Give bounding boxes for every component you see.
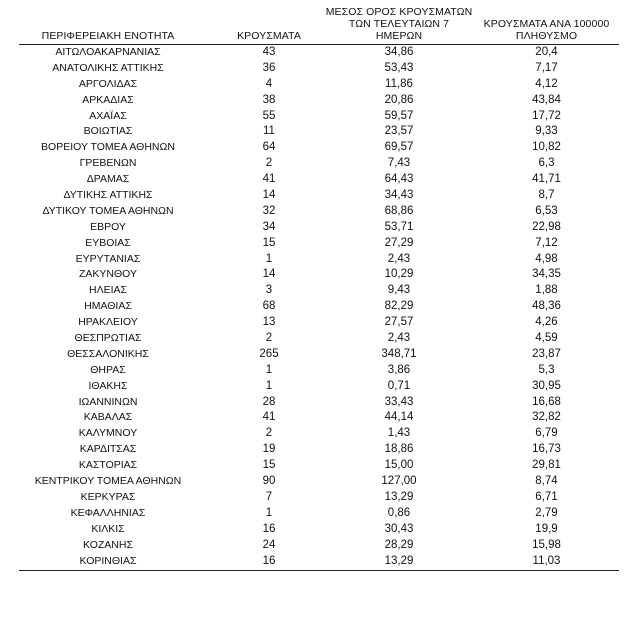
region-cell: ΑΡΓΟΛΙΔΑΣ [78, 77, 138, 90]
per-100000-cell: 20,4 [535, 46, 558, 58]
cases-cell: 1 [265, 506, 273, 519]
table-row [19, 220, 619, 236]
seven-day-average-cell: 9,43 [387, 284, 411, 297]
cases-cell: 41 [262, 411, 276, 424]
cases-cell: 15 [262, 236, 276, 249]
cases-cell: 90 [262, 475, 276, 488]
per-100000-cell: 6,71 [535, 490, 558, 503]
table-row [19, 188, 619, 204]
seven-day-average-cell: 34,43 [384, 189, 414, 202]
cases-cell: 2 [265, 427, 273, 440]
region-cell: ΘΕΣΠΡΩΤΙΑΣ [74, 332, 142, 345]
per-100000-cell: 11,03 [532, 554, 561, 567]
per-100000-cell: 34,35 [532, 268, 561, 281]
table-row [19, 474, 619, 490]
per-100000-cell: 19,9 [535, 522, 558, 535]
cases-cell: 15 [262, 459, 276, 472]
table-row [19, 490, 619, 506]
header-cases [229, 30, 309, 42]
per-100000-cell: 10,82 [532, 141, 561, 154]
per-100000-cell: 43,84 [532, 93, 561, 106]
seven-day-average-cell: 27,57 [384, 316, 414, 329]
seven-day-average-cell: 348,71 [381, 347, 417, 360]
seven-day-average-cell: 30,43 [384, 522, 414, 535]
cases-cell: 1 [265, 363, 273, 376]
table-row [19, 347, 619, 363]
seven-day-average-cell: 28,29 [384, 538, 414, 551]
table-row [19, 61, 619, 77]
per-100000-cell: 15,98 [532, 538, 561, 551]
region-cell: ΚΑΛΥΜΝΟΥ [78, 427, 138, 440]
region-cell: ΗΡΑΚΛΕΙΟΥ [78, 316, 138, 329]
region-cell: ΚΕΝΤΡΙΚΟΥ ΤΟΜΕΑ ΑΘΗΝΩΝ [34, 475, 182, 488]
table-row [19, 267, 619, 283]
cases-cell: 41 [262, 173, 276, 186]
table-header [19, 0, 619, 45]
cases-cell: 43 [262, 46, 276, 58]
per-100000-cell: 9,33 [535, 125, 558, 138]
table-row [19, 124, 619, 140]
region-cell: ΑΝΑΤΟΛΙΚΗΣ ΑΤΤΙΚΗΣ [52, 61, 164, 74]
per-100000-cell: 23,87 [532, 347, 561, 360]
cases-cell: 34 [262, 220, 276, 233]
table-row [19, 395, 619, 411]
region-cell: ΗΜΑΘΙΑΣ [84, 300, 132, 313]
per-100000-cell: 4,98 [535, 252, 558, 265]
region-cell: ΚΟΡΙΝΘΙΑΣ [79, 554, 137, 567]
seven-day-average-cell: 11,86 [385, 77, 413, 90]
per-100000-cell: 4,12 [535, 77, 558, 90]
table-row [19, 252, 619, 268]
seven-day-average-cell: 34,86 [384, 46, 414, 58]
cases-cell: 19 [262, 443, 276, 456]
header-line: ΚΡΟΥΣΜΑΤΑ [237, 30, 301, 42]
region-cell: ΕΥΡΥΤΑΝΙΑΣ [75, 252, 141, 265]
header-line: ΜΕΣΟΣ ΟΡΟΣ ΚΡΟΥΣΜΑΤΩΝ [325, 6, 473, 18]
region-cell: ΘΗΡΑΣ [90, 363, 126, 376]
per-100000-cell: 6,53 [535, 204, 558, 217]
table-row [19, 379, 619, 395]
region-cell: ΒΟΡΕΙΟΥ ΤΟΜΕΑ ΑΘΗΝΩΝ [41, 141, 175, 154]
header-line: ΠΛΗΘΥΣΜΟ [515, 30, 578, 42]
per-100000-cell: 17,72 [532, 109, 561, 122]
region-cell: ΔΡΑΜΑΣ [86, 173, 130, 186]
table-row [19, 45, 619, 61]
region-cell: ΚΑΡΔΙΤΣΑΣ [79, 443, 137, 456]
seven-day-average-cell: 64,43 [384, 173, 414, 186]
per-100000-cell: 5,3 [538, 363, 555, 376]
seven-day-average-cell: 13,29 [384, 490, 414, 503]
cases-cell: 36 [262, 61, 276, 74]
region-cell: ΑΧΑΪΑΣ [89, 109, 127, 122]
region-cell: ΑΡΚΑΔΙΑΣ [82, 93, 134, 106]
table-row [19, 522, 619, 538]
region-cell: ΚΕΡΚΥΡΑΣ [80, 490, 136, 503]
per-100000-cell: 29,81 [532, 459, 561, 472]
table-body [19, 45, 619, 569]
header-line: ΠΕΡΙΦΕΡΕΙΑΚΗ ΕΝΟΤΗΤΑ [41, 30, 175, 42]
cases-cell: 64 [262, 141, 276, 154]
seven-day-average-cell: 7,43 [387, 157, 411, 170]
cases-cell: 4 [265, 77, 273, 90]
seven-day-average-cell: 23,57 [384, 125, 414, 138]
region-cell: ΙΘΑΚΗΣ [88, 379, 128, 392]
per-100000-cell: 1,88 [535, 284, 558, 297]
seven-day-average-cell: 2,43 [387, 252, 411, 265]
region-cell: ΖΑΚΥΝΘΟΥ [78, 268, 137, 281]
per-100000-cell: 8,74 [535, 475, 558, 488]
table-row [19, 172, 619, 188]
seven-day-average-cell: 0,71 [387, 379, 411, 392]
table-row [19, 156, 619, 172]
per-100000-cell: 8,7 [538, 189, 555, 202]
seven-day-average-cell: 127,00 [381, 475, 417, 488]
table-row [19, 140, 619, 156]
region-cell: ΔΥΤΙΚΗΣ ΑΤΤΙΚΗΣ [63, 189, 153, 202]
seven-day-average-cell: 44,14 [384, 411, 414, 424]
seven-day-average-cell: 53,43 [384, 61, 414, 74]
table-row [19, 109, 619, 125]
seven-day-average-cell: 82,29 [384, 300, 414, 313]
seven-day-average-cell: 3,86 [387, 363, 411, 376]
region-cell: ΕΥΒΟΙΑΣ [85, 236, 131, 249]
cases-table [19, 0, 619, 571]
per-100000-cell: 41,71 [532, 173, 561, 186]
table-row [19, 538, 619, 554]
region-cell: ΑΙΤΩΛΟΑΚΑΡΝΑΝΙΑΣ [55, 46, 161, 58]
seven-day-average-cell: 2,43 [387, 332, 411, 345]
cases-cell: 16 [262, 522, 276, 535]
header-seven-day-average [319, 6, 479, 42]
table-row [19, 331, 619, 347]
seven-day-average-cell: 0,86 [387, 506, 411, 519]
per-100000-cell: 4,26 [535, 316, 558, 329]
cases-cell: 3 [265, 284, 273, 297]
table-row [19, 283, 619, 299]
cases-cell: 11 [263, 125, 275, 138]
seven-day-average-cell: 69,57 [384, 141, 414, 154]
region-cell: ΚΑΣΤΟΡΙΑΣ [78, 459, 138, 472]
seven-day-average-cell: 1,43 [387, 427, 411, 440]
per-100000-cell: 7,12 [535, 236, 558, 249]
per-100000-cell: 6,79 [535, 427, 558, 440]
cases-cell: 55 [262, 109, 276, 122]
region-cell: ΚΙΛΚΙΣ [91, 522, 125, 535]
cases-cell: 1 [265, 379, 273, 392]
header-line: ΤΩΝ ΤΕΛΕΥΤΑΙΩΝ 7 [348, 18, 450, 30]
cases-cell: 2 [265, 157, 273, 170]
region-cell: ΚΑΒΑΛΑΣ [83, 411, 133, 424]
seven-day-average-cell: 18,86 [384, 443, 414, 456]
cases-cell: 24 [262, 538, 276, 551]
header-cases-per-100000 [474, 18, 619, 42]
per-100000-cell: 16,68 [532, 395, 561, 408]
cases-cell: 14 [262, 189, 276, 202]
table-row [19, 299, 619, 315]
region-cell: ΗΛΕΙΑΣ [88, 284, 127, 297]
cases-cell: 7 [265, 490, 273, 503]
table-row [19, 204, 619, 220]
seven-day-average-cell: 33,43 [384, 395, 414, 408]
table-row [19, 506, 619, 522]
cases-cell: 1 [265, 252, 273, 265]
table-row [19, 410, 619, 426]
seven-day-average-cell: 10,29 [384, 268, 414, 281]
header-region [19, 30, 197, 42]
seven-day-average-cell: 20,86 [384, 93, 414, 106]
seven-day-average-cell: 15,00 [384, 459, 414, 472]
cases-cell: 16 [262, 554, 276, 567]
region-cell: ΚΕΦΑΛΛΗΝΙΑΣ [70, 506, 146, 519]
per-100000-cell: 32,82 [532, 411, 561, 424]
table-bottom-rule [19, 570, 619, 571]
cases-cell: 2 [265, 332, 273, 345]
cases-cell: 13 [262, 316, 276, 329]
table-row [19, 426, 619, 442]
header-line: ΚΡΟΥΣΜΑΤΑ ΑΝΑ 100000 [483, 18, 610, 30]
per-100000-cell: 22,98 [532, 220, 561, 233]
region-cell: ΙΩΑΝΝΙΝΩΝ [78, 395, 138, 408]
table-row [19, 363, 619, 379]
region-cell: ΕΒΡΟΥ [90, 220, 126, 233]
per-100000-cell: 7,17 [535, 61, 558, 74]
seven-day-average-cell: 53,71 [384, 220, 414, 233]
per-100000-cell: 16,73 [532, 443, 561, 456]
table-row [19, 458, 619, 474]
table-row [19, 77, 619, 93]
cases-cell: 265 [259, 347, 279, 360]
seven-day-average-cell: 27,29 [384, 236, 414, 249]
region-cell: ΚΟΖΑΝΗΣ [83, 538, 133, 551]
cases-cell: 28 [262, 395, 276, 408]
per-100000-cell: 48,36 [532, 300, 561, 313]
header-line: ΗΜΕΡΩΝ [375, 30, 423, 42]
per-100000-cell: 6,3 [538, 157, 555, 170]
cases-cell: 68 [262, 300, 276, 313]
cases-cell: 32 [262, 204, 276, 217]
region-cell: ΒΟΙΩΤΙΑΣ [83, 125, 133, 138]
table-row [19, 442, 619, 458]
seven-day-average-cell: 59,57 [384, 109, 414, 122]
table-row [19, 236, 619, 252]
region-cell: ΔΥΤΙΚΟΥ ΤΟΜΕΑ ΑΘΗΝΩΝ [42, 204, 174, 217]
cases-cell: 14 [262, 268, 276, 281]
per-100000-cell: 4,59 [535, 332, 558, 345]
region-cell: ΓΡΕΒΕΝΩΝ [79, 157, 137, 170]
table-row [19, 315, 619, 331]
seven-day-average-cell: 13,29 [384, 554, 414, 567]
table-row [19, 554, 619, 570]
region-cell: ΘΕΣΣΑΛΟΝΙΚΗΣ [67, 347, 149, 360]
per-100000-cell: 30,95 [532, 379, 561, 392]
table-row [19, 93, 619, 109]
cases-cell: 38 [262, 93, 276, 106]
per-100000-cell: 2,79 [535, 506, 558, 519]
seven-day-average-cell: 68,86 [384, 204, 414, 217]
